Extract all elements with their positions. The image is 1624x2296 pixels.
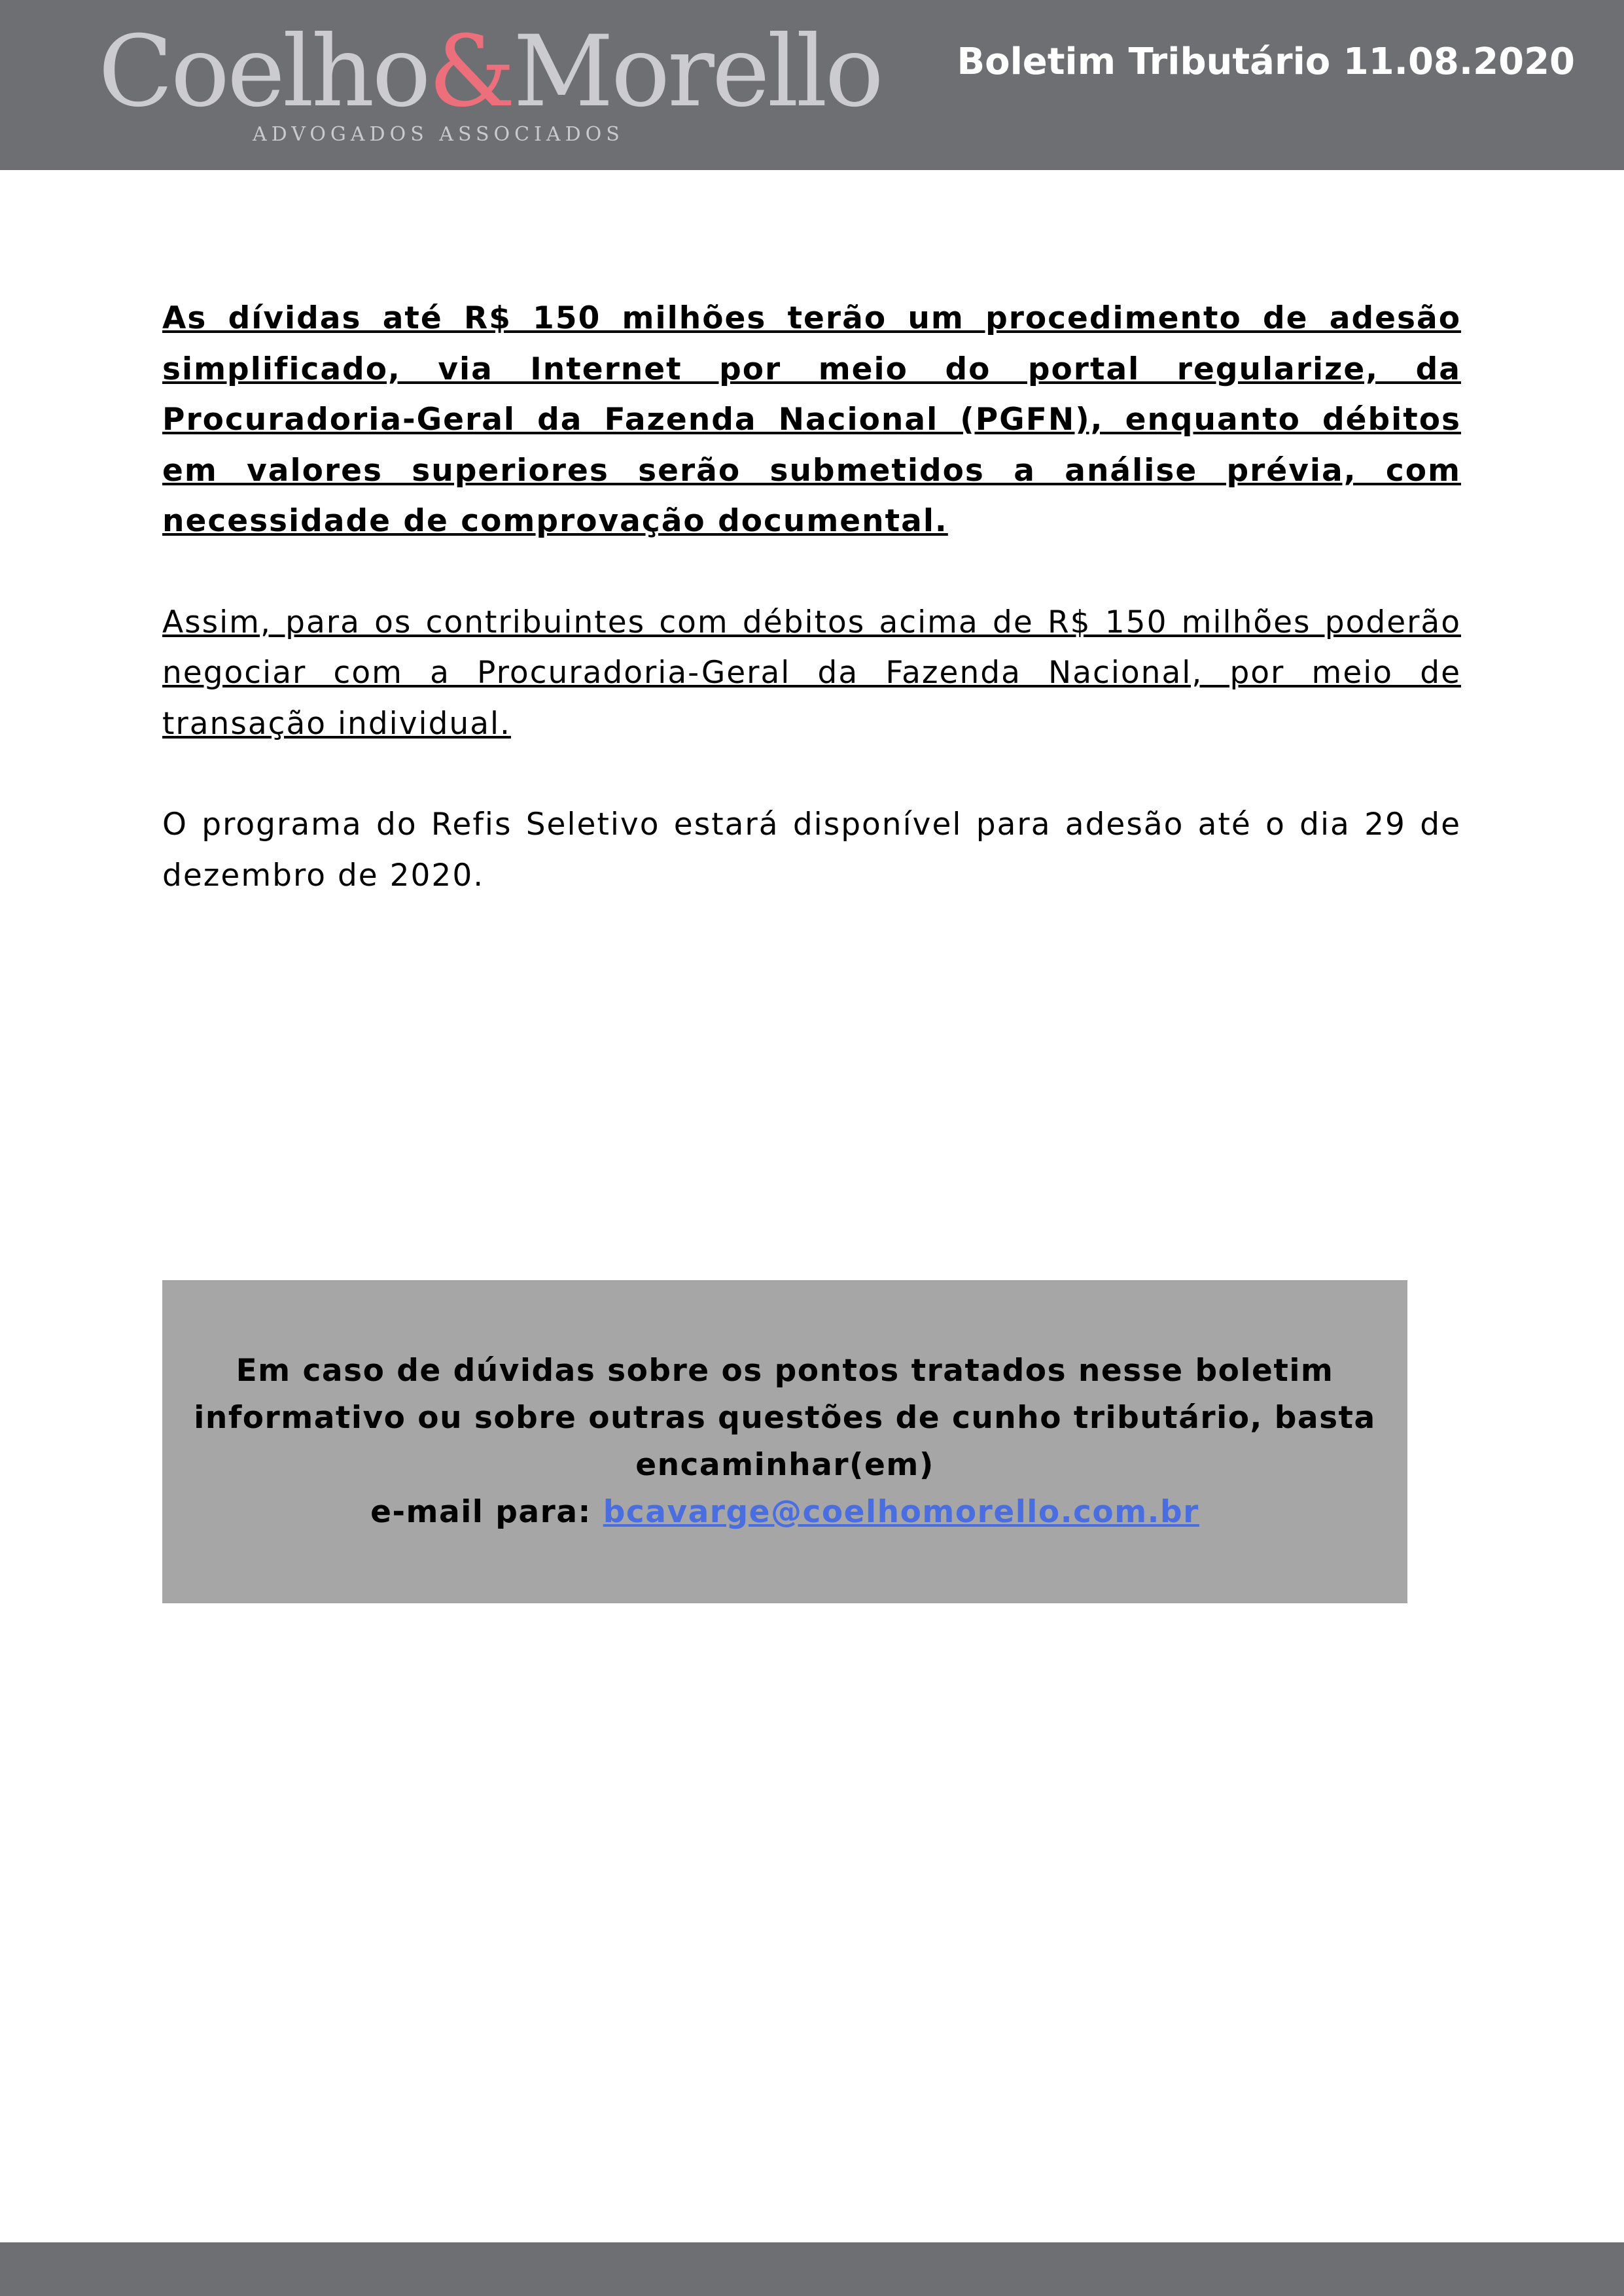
logo-subtitle: ADVOGADOS ASSOCIADOS bbox=[253, 123, 624, 146]
contact-text bbox=[190, 1348, 1381, 1536]
paragraph-individual-transaction: Assim, para os contribuintes com débitos acima de R$ 150 milhões poderão negociar com a Procuradoria-Geral da Fazenda Nacional, por meio de transação individual. bbox=[162, 604, 1461, 742]
contact-box bbox=[162, 1280, 1407, 1603]
logo-wordmark bbox=[98, 13, 881, 131]
bulletin-title: Boletim Tributário 11.08.2020 bbox=[957, 41, 1575, 83]
contact-email-link[interactable]: bcavarge@coelhomorello.com.br bbox=[603, 1494, 1199, 1530]
logo-name-right: Morello bbox=[513, 15, 881, 129]
paragraph-deadline: O programa do Refis Seletivo estará disponível para adesão até o dia 29 de dezembro de 2020. bbox=[162, 807, 1461, 894]
page-footer bbox=[0, 2242, 1624, 2296]
contact-message: Em caso de dúvidas sobre os pontos tratados nesse boletim informativo ou sobre outras questões de cunho tributário, basta encaminhar(em) bbox=[194, 1353, 1376, 1483]
logo-ampersand: & bbox=[428, 15, 514, 129]
bulletin-body bbox=[162, 293, 1461, 951]
company-logo bbox=[98, 13, 881, 157]
logo-name-left: Coelho bbox=[98, 15, 429, 129]
paragraph-debts-procedure: As dívidas até R$ 150 milhões terão um procedimento de adesão simplificado, via Internet por meio do portal regularize, da Procuradoria-Geral da Fazenda Nacional (PGFN), enquanto débitos em valores superiores serão submetidos a análise prévia, com necessidade de comprovação documental. bbox=[162, 300, 1461, 539]
contact-email-label: e-mail para: bbox=[370, 1494, 591, 1530]
page-header bbox=[0, 0, 1624, 170]
